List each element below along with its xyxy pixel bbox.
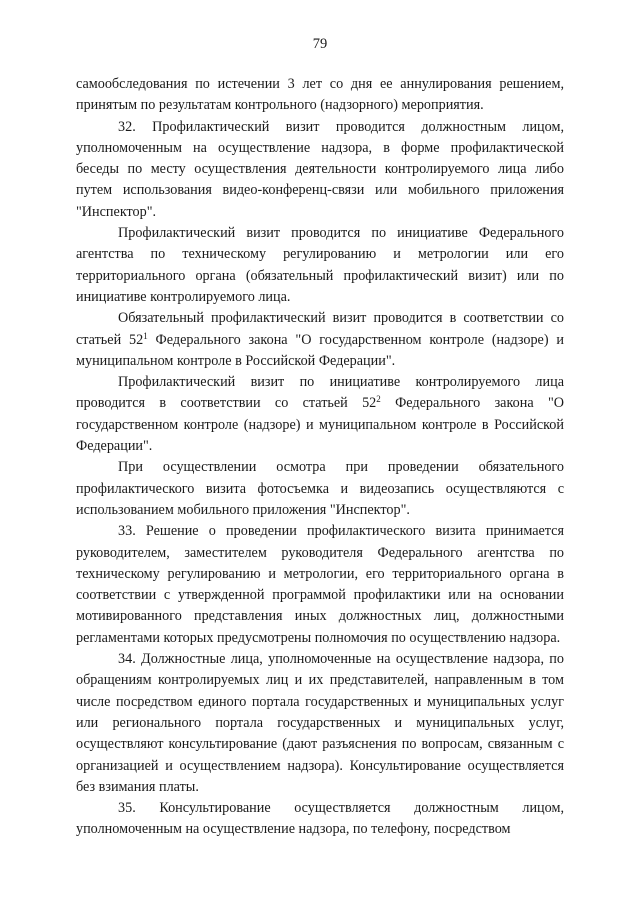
paragraph-text: Обязательный профилактический визит проводится в соответствии со статьей 52 (76, 310, 564, 348)
superscript-index: 2 (376, 394, 381, 405)
paragraph-with-footnote (76, 308, 564, 372)
paragraph-continuation: самообследования по истечении 3 лет со дня ее аннулирования решением, принятым по результатам контрольного (надзорного) мероприятия. (76, 76, 564, 114)
paragraph-text: Федерального закона "О государственном контроле (надзоре) и муниципальном контроле в Российской Федерации". (76, 395, 564, 455)
paragraph-item-35: 35. Консультирование осуществляется должностным лицом, уполномоченным на осуществление надзора, по телефону, посредством (76, 800, 564, 838)
paragraph: При осуществлении осмотра при проведении обязательного профилактического визита фотосъемка и видеозапись осуществляются с использованием мобильного приложения "Инспектор". (76, 459, 564, 518)
paragraph-item-34: 34. Должностные лица, уполномоченные на осуществление надзора, по обращениям контролируемых лиц и их представителей, направленным в том числе посредством единого портала государственных и муниципальных услуг или регионального портала государственных и муниципальных услуг, осуществляют консультирование (дают разъяснения по вопросам, связанным с организацией и осуществлением надзора). Консультирование осуществляется без взимания платы. (76, 651, 564, 795)
paragraph-item-32: 32. Профилактический визит проводится должностным лицом, уполномоченным на осуществление надзора, в форме профилактической беседы по месту осуществления деятельности контролируемого лица либо путем использования видео-конференц-связи или мобильного приложения "Инспектор". (76, 118, 564, 220)
document-body (76, 74, 564, 841)
paragraph-item-33: 33. Решение о проведении профилактического визита принимается руководителем, заместителем руководителя Федерального агентства по техническому регулированию и метрологии, его территориального органа в соответствии с утвержденной программой профилактики или на основании мотивированного представления иных должностных лиц, должностными регламентами которых предусмотрены полномочия по осуществлению надзора. (76, 523, 564, 646)
page-number: 79 (312, 36, 328, 52)
superscript-index: 1 (143, 330, 148, 341)
paragraph-text: Профилактический визит по инициативе контролируемого лица проводится в соответствии со статьей 52 (76, 374, 564, 412)
paragraph: Профилактический визит проводится по инициативе Федерального агентства по техническому регулированию и метрологии или его территориального органа (обязательный профилактический визит) или по инициативе контролируемого лица. (76, 225, 564, 305)
paragraph-text: Федерального закона "О государственном контроле (надзоре) и муниципальном контроле в Российской Федерации". (76, 331, 564, 369)
paragraph-with-footnote (76, 372, 564, 457)
